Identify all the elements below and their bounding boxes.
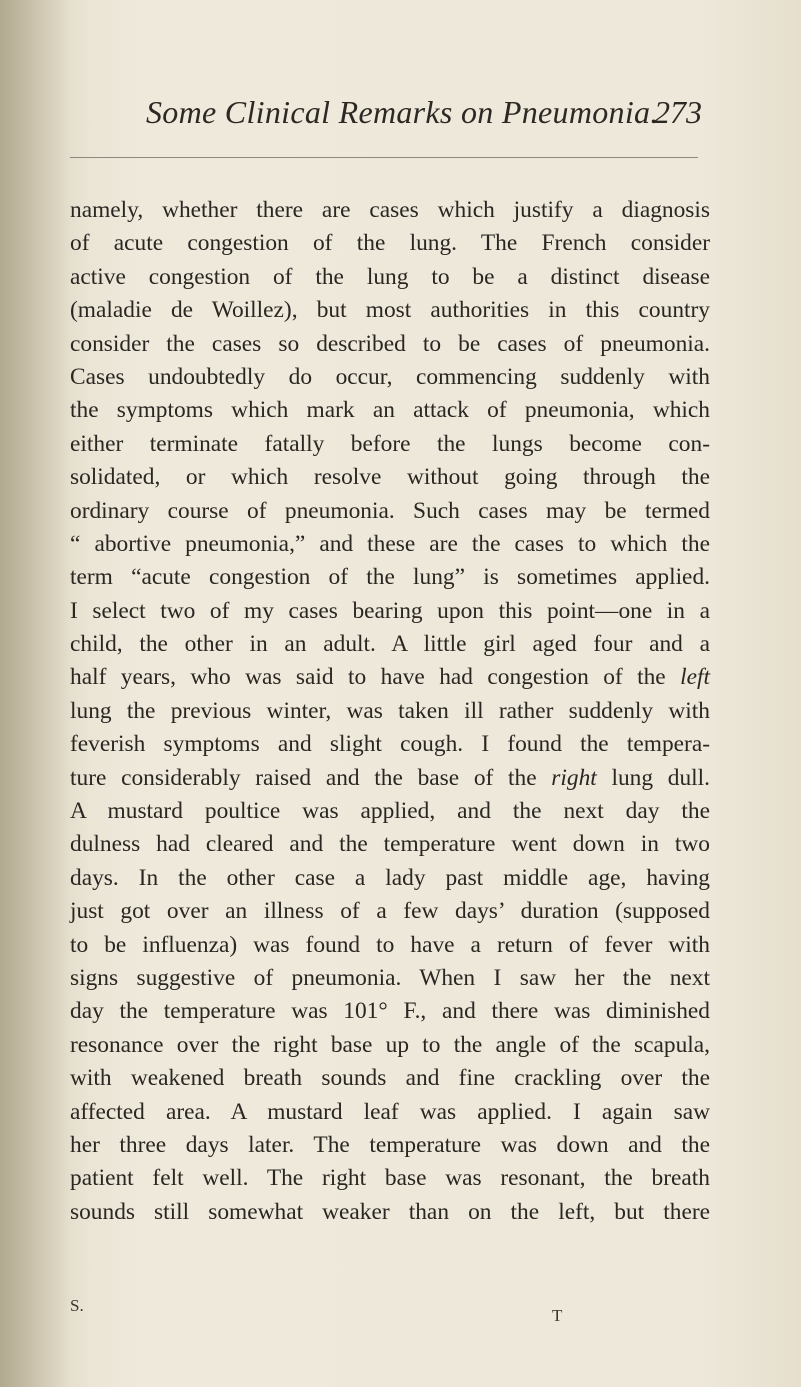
running-title: Some Clinical Remarks on Pneumonia. xyxy=(146,94,659,130)
text-line xyxy=(70,762,710,795)
text-line: just got over an illness of a few days’ duration (supposed xyxy=(70,898,710,925)
text-line: with weakened breath sounds and fine crackling over the xyxy=(70,1065,710,1092)
text-line: A mustard poultice was applied, and the next day the xyxy=(70,798,710,825)
text-line: her three days later. The temperature was down and the xyxy=(70,1131,710,1158)
text-line: active congestion of the lung to be a distinct disease xyxy=(70,263,710,290)
italic-word: left xyxy=(680,664,710,691)
body-text xyxy=(70,194,710,1229)
text-line: solidated, or which resolve without going through the xyxy=(70,464,710,491)
text-line: feverish symptoms and slight cough. I found the tempera- xyxy=(70,731,710,758)
text-line: resonance over the right base up to the angle of the scapula, xyxy=(70,1031,710,1058)
text-line: days. In the other case a lady past middle age, having xyxy=(70,864,710,891)
text-line: patient felt well. The right base was resonant, the breath xyxy=(70,1165,710,1192)
page-number: 273 xyxy=(654,94,702,130)
text-span: half years, who was said to have had congestion of the xyxy=(70,664,681,691)
text-line: to be influenza) was found to have a return of fever with xyxy=(70,931,710,958)
text-line: lung the previous winter, was taken ill rather suddenly with xyxy=(70,697,710,724)
text-line: child, the other in an adult. A little girl aged four and a xyxy=(70,631,710,658)
text-line: term “acute congestion of the lung” is sometimes applied. xyxy=(70,564,710,591)
page-footer xyxy=(0,1296,801,1326)
text-line: day the temperature was 101° F., and there was diminished xyxy=(70,998,710,1025)
text-span: ture considerably raised and the base of the xyxy=(70,764,552,791)
text-span: lung dull. xyxy=(596,764,710,791)
italic-word: right xyxy=(551,764,597,791)
text-line: “ abortive pneumonia,” and these are the cases to which the xyxy=(70,530,710,557)
text-line: consider the cases so described to be cases of pneumonia. xyxy=(70,330,710,357)
text-line: ordinary course of pneumonia. Such cases may be termed xyxy=(70,497,710,524)
text-line xyxy=(70,661,710,694)
header-rule xyxy=(70,157,698,158)
text-line: Cases undoubtedly do occur, commencing suddenly with xyxy=(70,363,710,390)
text-line: of acute congestion of the lung. The French consider xyxy=(70,230,710,257)
text-line: (maladie de Woillez), but most authorities in this country xyxy=(70,297,710,324)
text-line: affected area. A mustard leaf was applied. I again saw xyxy=(70,1098,710,1125)
running-head xyxy=(0,94,801,144)
text-line: signs suggestive of pneumonia. When I saw her the next xyxy=(70,964,710,991)
text-line: sounds still somewhat weaker than on the left, but there xyxy=(70,1198,710,1225)
text-line: namely, whether there are cases which justify a diagnosis xyxy=(70,197,710,223)
text-line: dulness had cleared and the temperature went down in two xyxy=(70,831,710,858)
catchword: T xyxy=(552,1306,563,1325)
binding-shadow xyxy=(0,0,70,1387)
signature-mark: S. xyxy=(70,1296,84,1315)
text-line: I select two of my cases bearing upon this point—one in a xyxy=(70,597,710,624)
text-line: the symptoms which mark an attack of pneumonia, which xyxy=(70,397,710,424)
text-line: either terminate fatally before the lungs become con- xyxy=(70,430,710,457)
